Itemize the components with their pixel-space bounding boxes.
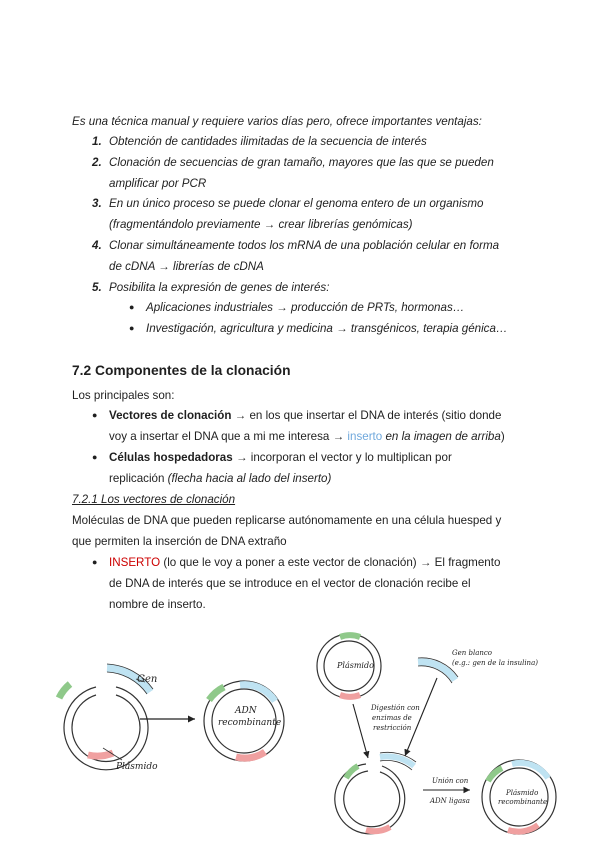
celulas-desc: → incorporan el vector y lo multiplican por: [232, 451, 452, 464]
digestion-label: Digestión con: [371, 704, 420, 712]
list-item: En un único proceso se puede clonar el genoma entero de un organismo: [109, 197, 484, 210]
list-item-cont: (fragmentándolo previamente → crear librerías genómicas): [109, 218, 413, 231]
list-item: Clonación de secuencias de gran tamaño, mayores que las que se pueden: [109, 156, 494, 169]
bullet-icon: ●: [129, 302, 135, 312]
list-item: Clonar simultáneamente todos los mRNA de una población celular en forma: [109, 239, 500, 252]
digestion-label-2: enzimas de: [372, 714, 412, 722]
definition-line: Moléculas de DNA que pueden replicarse autónomamente en una célula huesped y: [72, 514, 502, 527]
inserto-item-cont: de DNA de interés que se introduce en el vector de clonación recibe el: [109, 577, 471, 590]
vectores-desc-2: voy a insertar el DNA que a mi me interesa →: [109, 430, 348, 443]
gen-blanco-desc: (e.g.: gen de la insulina): [452, 659, 538, 667]
list-item: Posibilita la expresión de genes de interés:: [109, 281, 330, 294]
celulas-desc-3: (flecha hacia al lado del inserto): [167, 472, 332, 485]
bullet-icon: ●: [92, 452, 98, 462]
celulas-term: Células hospedadoras: [109, 451, 233, 464]
intro-text: Es una técnica manual y requiere varios días pero, ofrece importantes ventajas:: [72, 115, 482, 128]
sub-bullet: Investigación, agricultura y medicina → transgénicos, terapia génica…: [146, 322, 508, 335]
close-paren: ): [500, 430, 505, 443]
bullet-icon: ●: [92, 410, 98, 420]
section-title: 7.2 Componentes de la clonación: [72, 363, 291, 378]
vectores-term: Vectores de clonación: [109, 409, 232, 422]
list-number: 5.: [92, 281, 102, 294]
digestion-label-3: restricción: [373, 724, 412, 732]
list-number: 4.: [92, 239, 102, 252]
list-number: 2.: [92, 156, 102, 169]
union-label: Unión con: [432, 777, 469, 785]
vectores-desc-3: en la imagen de arriba: [382, 430, 501, 443]
arrow-down-left: [353, 704, 368, 758]
sub-bullet: Aplicaciones industriales → producción de PRTs, hormonas…: [146, 301, 465, 314]
open-plasmid: [59, 684, 148, 770]
target-gene-fragment: [418, 662, 455, 680]
vectores-desc: → en los que insertar el DNA de interés (sitio donde: [231, 409, 502, 422]
celulas-desc-2: replicación: [109, 472, 168, 485]
gen-label: Gen: [137, 674, 158, 685]
list-number: 1.: [92, 135, 102, 148]
inserto-link-text: inserto: [347, 430, 383, 443]
list-number: 3.: [92, 197, 102, 210]
ligasa-label: ADN ligasa: [430, 797, 470, 805]
subsection-title: 7.2.1 Los vectores de clonación: [72, 493, 236, 506]
gen-blanco-label: Gen blanco: [452, 649, 493, 657]
adn-label: ADN: [235, 706, 257, 716]
recombinante-rec-label: recombinante: [498, 798, 548, 806]
list-item-cont: amplificar por PCR: [109, 177, 207, 190]
bullet-icon: ●: [92, 557, 98, 567]
recombinant-plasmid-right: [482, 760, 556, 834]
plasmido-label: Plásmido: [116, 762, 158, 772]
plasmido-top-label: Plásmido: [337, 661, 374, 670]
inserto-desc: (lo que le voy a poner a este vector de clonación) → El fragmento: [160, 556, 501, 569]
list-item-cont: de cDNA → librerías de cDNA: [109, 260, 264, 273]
plasmid-open-bottom: [335, 752, 416, 833]
list-item: Obtención de cantidades ilimitadas de la secuencia de interés: [109, 135, 427, 148]
recombinante-label: recombinante: [218, 718, 282, 728]
inserto-label: INSERTO: [109, 556, 161, 569]
bullet-icon: ●: [129, 323, 135, 333]
definition-line: que permiten la inserción de DNA extraño: [72, 535, 287, 548]
inserto-item-cont: nombre de inserto.: [109, 598, 206, 611]
principales-text: Los principales son:: [72, 389, 175, 402]
plasmido-rec-label: Plásmido: [506, 789, 539, 797]
